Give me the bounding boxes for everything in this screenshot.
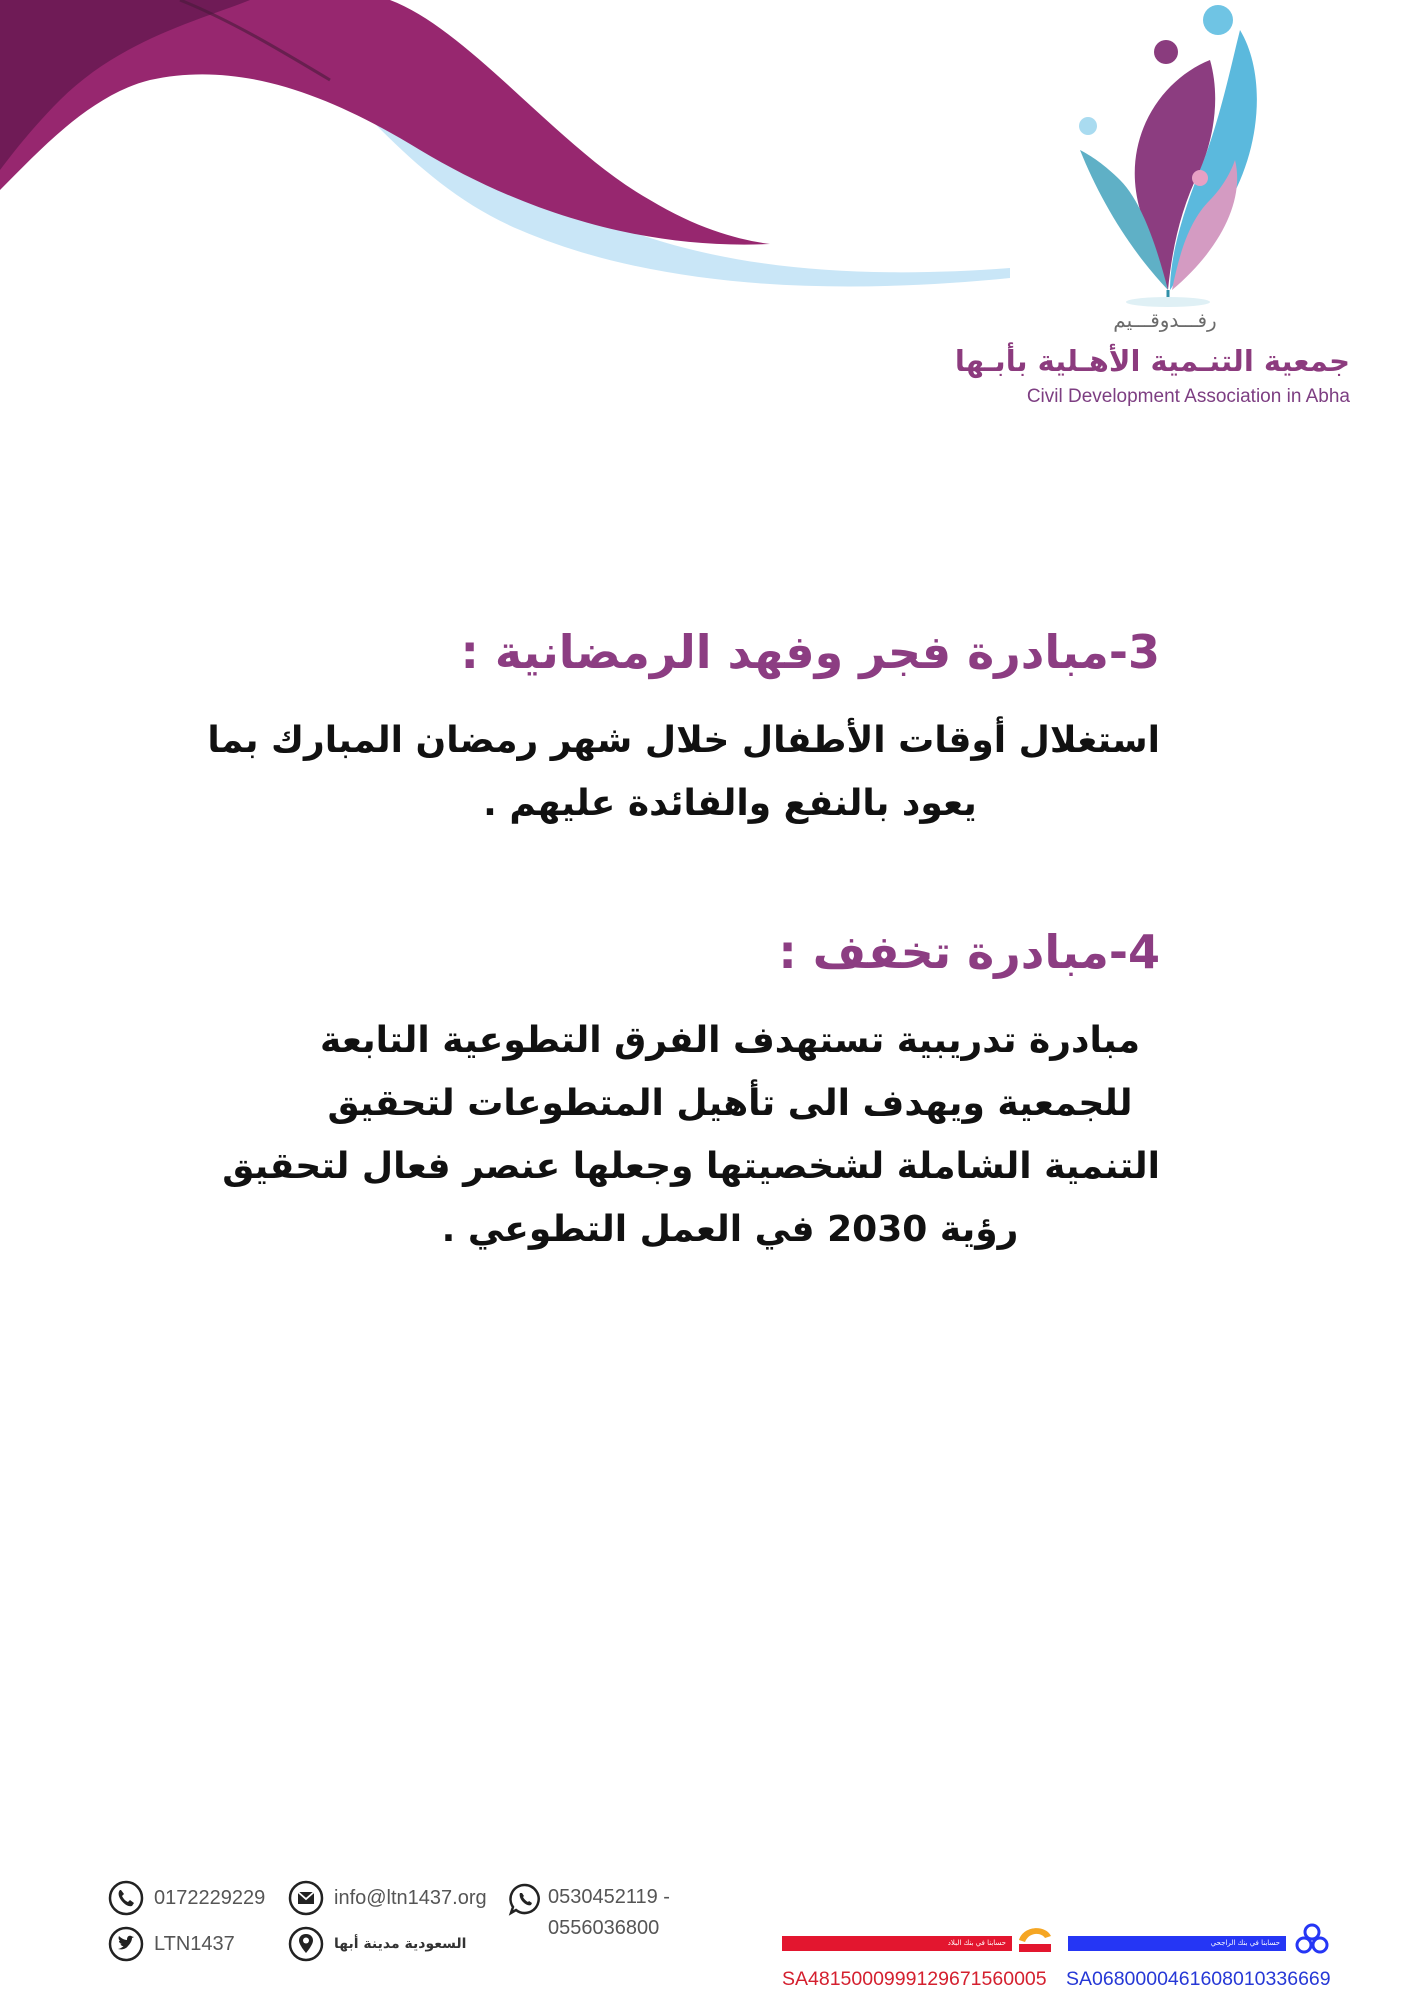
bank-albilad-bar [782, 1936, 1012, 1951]
bank-alrajhi-account [1060, 1920, 1340, 1990]
association-name-arabic: جمعية التنـمية الأهـلية بأبـها [954, 344, 1350, 378]
whatsapp-number: 0556036800 [548, 1917, 660, 1939]
bank-alrajhi-logo-icon [1292, 1920, 1332, 1960]
bank-alrajhi-bar [1068, 1936, 1286, 1951]
whatsapp-numbers [548, 1882, 670, 1944]
section-paragraph [222, 1009, 1160, 1261]
association-logo [954, 0, 1350, 420]
paragraph-line: التنمية الشاملة لشخصيتها وجعلها عنصر فعال لتحقيق [222, 1146, 1160, 1187]
phone-number: 0172229229 [154, 1886, 266, 1909]
flower-logo-icon [1060, 0, 1270, 320]
initiative-section [207, 625, 1160, 835]
contact-email[interactable] [288, 1880, 487, 1916]
location-pin-icon [288, 1926, 324, 1962]
logo-tagline: رفـــدوقـــيم [1113, 308, 1217, 332]
footer [0, 1860, 1415, 2000]
whatsapp-icon [508, 1882, 542, 1916]
twitter-handle: LTN1437 [154, 1932, 235, 1955]
twitter-icon [108, 1926, 144, 1962]
bank-bar-label: حسابنا في بنك الراجحي [1210, 1939, 1280, 1947]
paragraph-line: يعود بالنفع والفائدة عليهم . [483, 783, 977, 824]
bank-albilad-account [782, 1920, 1057, 1990]
iban-number: SA0680000461608010336669 [1066, 1968, 1331, 1990]
section-heading: 4-مبادرة تخفف : [778, 925, 1160, 979]
whatsapp-number: 0530452119 - [548, 1886, 670, 1908]
paragraph-line: استغلال أوقات الأطفال خلال شهر رمضان المبارك بما [207, 720, 1160, 761]
phone-icon [108, 1880, 144, 1916]
initiative-section [222, 925, 1160, 1261]
paragraph-line: للجمعية ويهدف الى تأهيل المتطوعات لتحقيق [327, 1083, 1133, 1124]
contact-phone[interactable] [108, 1880, 265, 1916]
contact-whatsapp[interactable] [508, 1882, 670, 1944]
association-name-english: Civil Development Association in Abha [1026, 386, 1350, 407]
paragraph-line: مبادرة تدريبية تستهدف الفرق التطوعية التابعة [319, 1020, 1141, 1061]
bank-albilad-logo-icon [1015, 1920, 1055, 1960]
iban-number: SA4815000999129671560005 [782, 1968, 1047, 1990]
email-icon [288, 1880, 324, 1916]
contact-twitter[interactable] [108, 1926, 235, 1962]
header-wave-decoration [0, 0, 1010, 300]
bank-bar-label: حسابنا في بنك البلاد [947, 1939, 1006, 1947]
contact-location[interactable] [288, 1926, 466, 1962]
section-heading: 3-مبادرة فجر وفهد الرمضانية : [460, 625, 1160, 679]
section-paragraph [207, 709, 1160, 835]
email-address: info@ltn1437.org [334, 1886, 487, 1909]
location-text: السعودية مدينة أبها [334, 1936, 467, 1952]
paragraph-line: رؤية 2030 في العمل التطوعي . [441, 1209, 1019, 1250]
